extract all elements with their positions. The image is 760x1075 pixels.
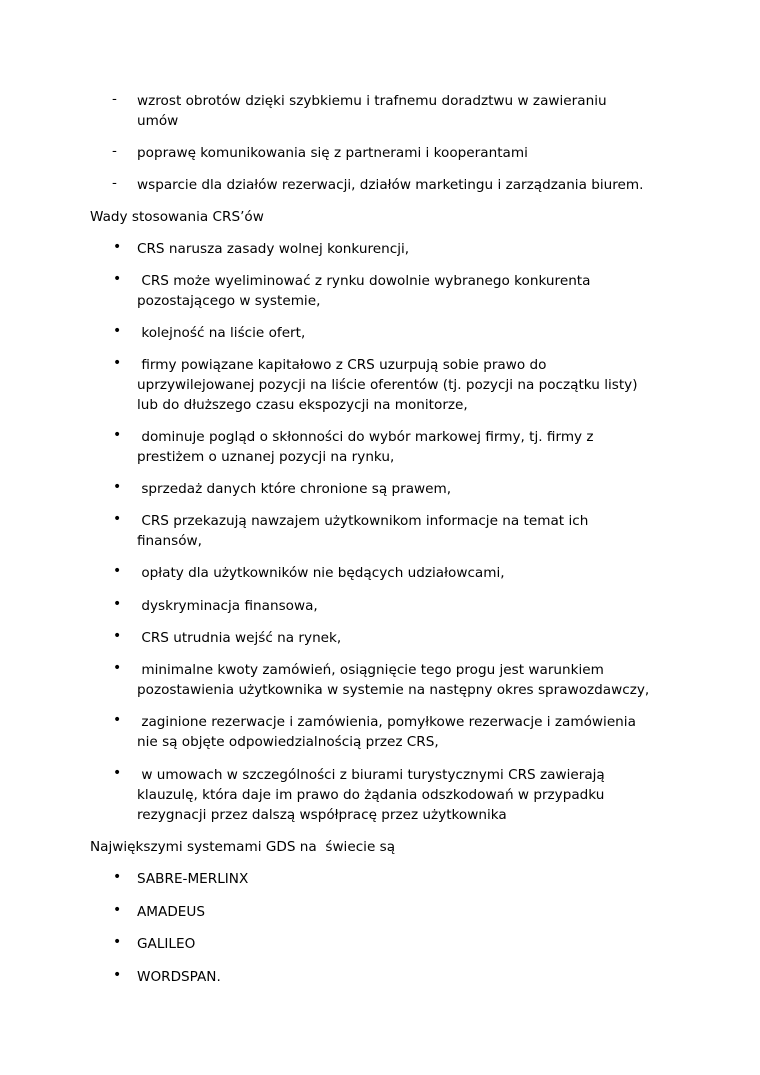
section-heading-gds: Największymi systemami GDS na świecie są bbox=[90, 839, 396, 855]
bullet-marker: • bbox=[113, 765, 122, 781]
bullet-marker: • bbox=[113, 660, 122, 676]
dash-marker: - bbox=[112, 175, 117, 191]
list-item-line: finansów, bbox=[137, 533, 202, 549]
list-item-text bbox=[137, 596, 707, 616]
list-item-text bbox=[137, 712, 707, 752]
list-item-line: klauzulę, która daje im prawo do żądania odszkodowań w przypadku bbox=[137, 787, 605, 803]
list-item-line: prestiżem o uznanej pozycji na rynku, bbox=[137, 449, 395, 465]
list-item-text: poprawę komunikowania się z partnerami i kooperantami bbox=[137, 145, 528, 161]
list-item-text bbox=[137, 323, 707, 343]
bullet-marker: • bbox=[113, 323, 122, 339]
list-item-text: AMADEUS bbox=[137, 904, 205, 920]
list-item-line: CRS narusza zasady wolnej konkurencji, bbox=[137, 241, 410, 257]
list-item-line: rezygnacji przez dalszą współpracę przez użytkownika bbox=[137, 807, 507, 823]
list-item-text bbox=[137, 563, 707, 583]
dash-marker: - bbox=[112, 143, 117, 159]
list-item-text bbox=[137, 239, 707, 259]
list-item-text: SABRE-MERLINX bbox=[137, 871, 249, 887]
list-item-line: zaginione rezerwacje i zamówienia, pomyłkowe rezerwacje i zamówienia bbox=[137, 714, 636, 730]
list-item-line: uprzywilejowanej pozycji na liście oferentów (tj. pozycji na początku listy) bbox=[137, 377, 638, 393]
list-item-text bbox=[137, 427, 707, 467]
bullet-marker: • bbox=[113, 563, 122, 579]
bullet-marker: • bbox=[113, 934, 122, 950]
bullet-marker: • bbox=[113, 479, 122, 495]
list-item-line: kolejność na liście ofert, bbox=[137, 325, 306, 341]
dash-marker: - bbox=[112, 91, 117, 107]
list-item-line: nie są objęte odpowiedzialnością przez CRS, bbox=[137, 734, 439, 750]
list-item-text bbox=[137, 271, 707, 311]
list-item-text bbox=[137, 511, 707, 551]
list-item-text bbox=[137, 660, 707, 700]
list-item-line: minimalne kwoty zamówień, osiągnięcie tego progu jest warunkiem bbox=[137, 662, 604, 678]
list-item-text bbox=[137, 355, 707, 415]
bullet-marker: • bbox=[113, 427, 122, 443]
bullet-marker: • bbox=[113, 712, 122, 728]
list-item-line: pozostającego w systemie, bbox=[137, 293, 321, 309]
bullet-marker: • bbox=[113, 271, 122, 287]
list-item-line: lub do dłuższego czasu ekspozycji na monitorze, bbox=[137, 397, 468, 413]
list-item-text bbox=[137, 765, 707, 825]
list-item-line: CRS może wyeliminować z rynku dowolnie wybranego konkurenta bbox=[137, 273, 591, 289]
list-item-line: CRS przekazują nawzajem użytkownikom informacje na temat ich bbox=[137, 513, 589, 529]
bullet-marker: • bbox=[113, 596, 122, 612]
bullet-marker: • bbox=[113, 511, 122, 527]
list-item-line: w umowach w szczególności z biurami turystycznymi CRS zawierają bbox=[137, 767, 605, 783]
list-item-text: GALILEO bbox=[137, 936, 196, 952]
list-item-text bbox=[137, 91, 697, 131]
bullet-marker: • bbox=[113, 239, 122, 255]
list-item-line: opłaty dla użytkowników nie będących udziałowcami, bbox=[137, 565, 505, 581]
list-item-line: dyskryminacja finansowa, bbox=[137, 598, 318, 614]
list-item-line: wzrost obrotów dzięki szybkiemu i trafnemu doradztwu w zawieraniu bbox=[137, 93, 607, 109]
bullet-marker: • bbox=[113, 628, 122, 644]
section-heading-wady: Wady stosowania CRS’ów bbox=[90, 209, 264, 225]
bullet-marker: • bbox=[113, 355, 122, 371]
list-item-line: sprzedaż danych które chronione są prawem, bbox=[137, 481, 452, 497]
list-item-text: wsparcie dla działów rezerwacji, działów marketingu i zarządzania biurem. bbox=[137, 177, 644, 193]
list-item-line: firmy powiązane kapitałowo z CRS uzurpują sobie prawo do bbox=[137, 357, 547, 373]
list-item-line: umów bbox=[137, 113, 179, 129]
bullet-marker: • bbox=[113, 869, 122, 885]
list-item-line: CRS utrudnia wejść na rynek, bbox=[137, 630, 342, 646]
bullet-marker: • bbox=[113, 902, 122, 918]
list-item-line: dominuje pogląd o skłonności do wybór markowej firmy, tj. firmy z bbox=[137, 429, 594, 445]
list-item-text: WORDSPAN. bbox=[137, 969, 221, 985]
list-item-text bbox=[137, 479, 707, 499]
bullet-marker: • bbox=[113, 967, 122, 983]
list-item-text bbox=[137, 628, 707, 648]
list-item-line: pozostawienia użytkownika w systemie na następny okres sprawozdawczy, bbox=[137, 682, 650, 698]
